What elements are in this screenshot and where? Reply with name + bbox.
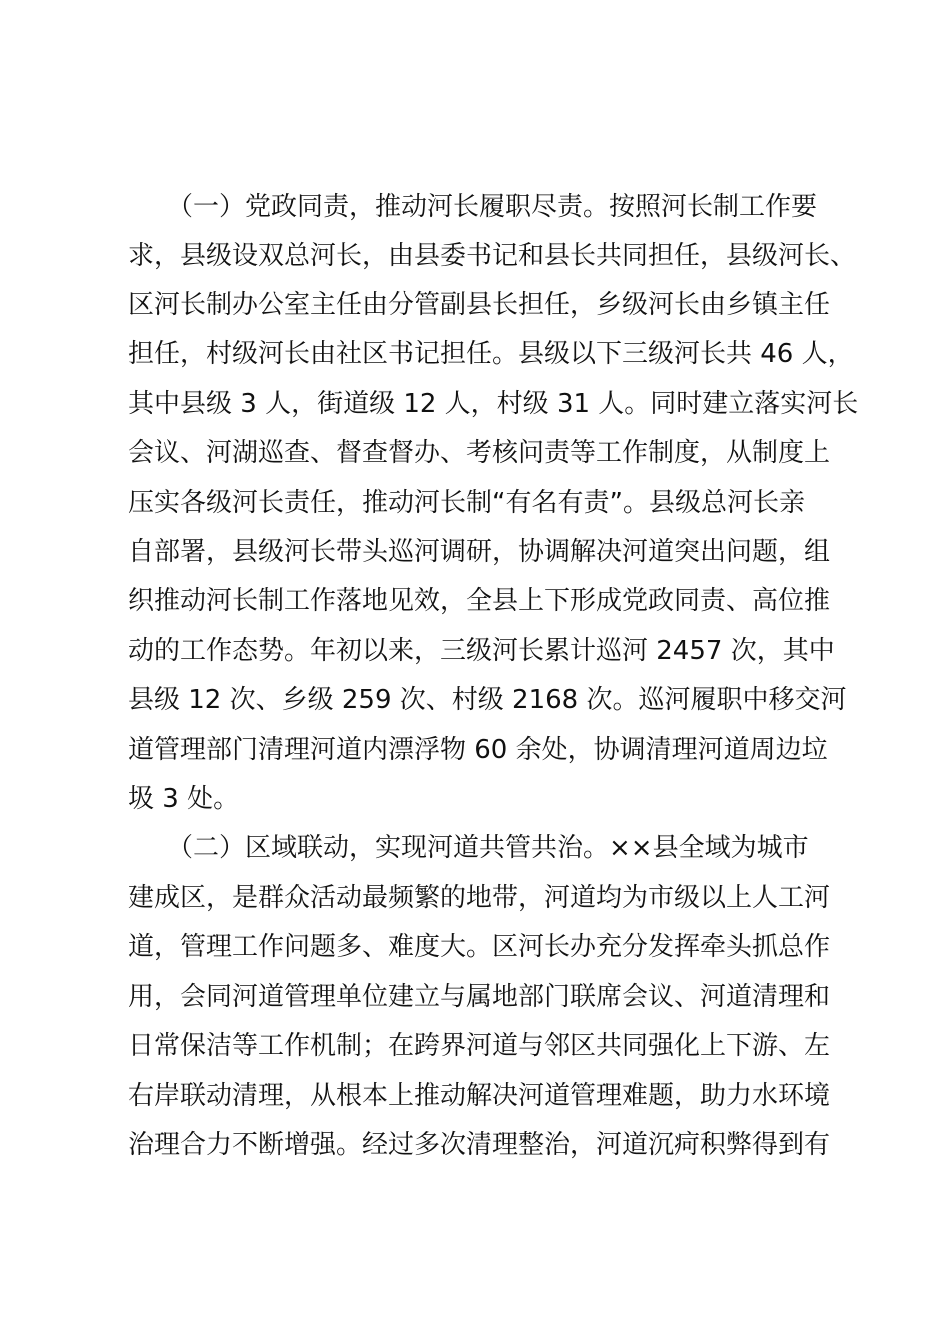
paragraph-line: 其中县级 3 人，街道级 12 人，村级 31 人。同时建立落实河长 bbox=[128, 389, 859, 419]
paragraph-line: 会议、河湖巡查、督查督办、考核问责等工作制度，从制度上 bbox=[128, 438, 831, 468]
paragraph-line: 治理合力不断增强。经过多次清理整治，河道沉疴积弊得到有 bbox=[128, 1130, 831, 1160]
paragraph-line: 压实各级河长责任，推动河长制“有名有责”。县级总河长亲 bbox=[128, 488, 805, 518]
paragraph-line: 担任，村级河长由社区书记担任。县级以下三级河长共 46 人， bbox=[128, 339, 854, 369]
paragraph-line: 织推动河长制工作落地见效，全县上下形成党政同责、高位推 bbox=[128, 586, 831, 616]
paragraph-line: 用，会同河道管理单位建立与属地部门联席会议、河道清理和 bbox=[128, 982, 831, 1012]
paragraph-line: 建成区，是群众活动最频繁的地带，河道均为市级以上人工河 bbox=[128, 883, 831, 913]
paragraph-line: 动的工作态势。年初以来，三级河长累计巡河 2457 次，其中 bbox=[128, 636, 835, 666]
paragraph-line: 求，县级设双总河长，由县委书记和县长共同担任，县级河长、 bbox=[128, 241, 857, 271]
paragraph-line: （二）区域联动，实现河道共管共治。××县全域为城市 bbox=[128, 833, 809, 863]
paragraph-line: 圾 3 处。 bbox=[128, 784, 240, 814]
paragraph-line: （一）党政同责，推动河长履职尽责。按照河长制工作要 bbox=[128, 192, 818, 222]
paragraph-line: 自部署，县级河长带头巡河调研，协调解决河道突出问题，组 bbox=[128, 537, 831, 567]
paragraph-line: 区河长制办公室主任由分管副县长担任，乡级河长由乡镇主任 bbox=[128, 290, 831, 320]
paragraph-line: 道，管理工作问题多、难度大。区河长办充分发挥牵头抓总作 bbox=[128, 932, 831, 962]
paragraph-line: 道管理部门清理河道内漂浮物 60 余处，协调清理河道周边垃 bbox=[128, 735, 828, 765]
paragraph-line: 右岸联动清理，从根本上推动解决河道管理难题，助力水环境 bbox=[128, 1081, 831, 1111]
paragraph-line: 县级 12 次、乡级 259 次、村级 2168 次。巡河履职中移交河 bbox=[128, 685, 847, 715]
paragraph-line: 日常保洁等工作机制；在跨界河道与邻区共同强化上下游、左 bbox=[128, 1031, 831, 1061]
